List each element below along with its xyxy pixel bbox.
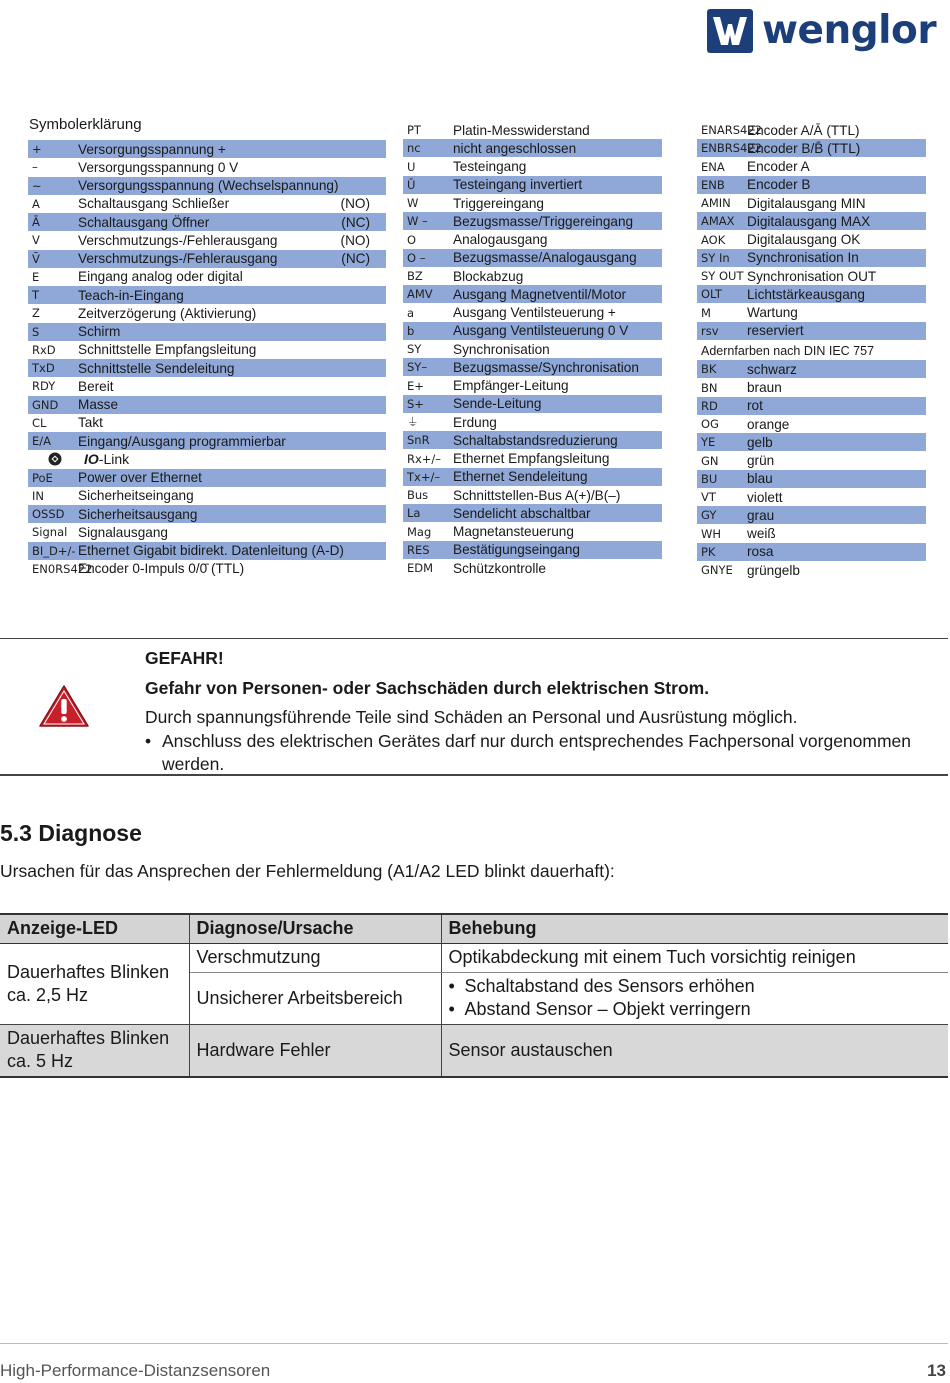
io-link-icon — [28, 452, 78, 466]
symbol-code: ~ — [32, 178, 42, 193]
symbol-row — [403, 395, 662, 413]
symbol-description: Platin-Messwiderstand — [453, 122, 590, 138]
symbol-row — [697, 212, 926, 230]
symbol-row — [28, 177, 386, 195]
symbol-code: E+ — [407, 378, 424, 393]
symbol-description: blau — [747, 471, 773, 487]
symbol-row — [28, 396, 386, 414]
symbol-row — [28, 231, 386, 249]
symbol-code: RDY — [32, 379, 56, 394]
symbol-description: Eingang analog oder digital — [78, 269, 243, 285]
brand-name: wenglor — [762, 8, 937, 53]
symbol-row — [697, 506, 926, 524]
symbol-description: Analogausgang — [453, 232, 548, 248]
symbol-code: La — [407, 506, 421, 521]
symbol-code: BN — [701, 380, 718, 395]
symbol-description: Synchronisation — [453, 341, 550, 357]
symbol-code: M — [701, 305, 711, 320]
symbol-row — [697, 543, 926, 561]
symbol-row — [28, 432, 386, 450]
symbol-description: rosa — [747, 544, 774, 560]
symbol-description: Power over Ethernet — [78, 470, 202, 486]
danger-text: Durch spannungsführende Teile sind Schäden an Personal und Ausrüstung möglich. — [145, 707, 798, 727]
symbol-code: Ū — [407, 177, 416, 192]
symbol-row — [28, 195, 386, 213]
table-row — [0, 943, 948, 972]
symbol-description: Zeitverzögerung (Aktivierung) — [78, 305, 257, 321]
symbol-row — [697, 267, 926, 285]
symbol-code: V — [32, 233, 40, 248]
header-fix: Behebung — [448, 918, 537, 939]
symbol-description: Ethernet Empfangsleitung — [453, 451, 610, 467]
cause-cell: Unsicherer Arbeitsbereich — [189, 972, 441, 1024]
symbol-code: AOK — [701, 232, 726, 247]
symbol-description: Testeingang invertiert — [453, 177, 583, 193]
symbol-description: Bezugsmasse/Triggereingang — [453, 213, 634, 229]
symbol-row — [403, 413, 662, 431]
symbol-row — [697, 176, 926, 194]
symbol-row — [697, 397, 926, 415]
symbol-row — [403, 285, 662, 303]
symbol-code: SnR — [407, 433, 430, 448]
symbol-row — [28, 542, 386, 560]
symbol-row — [28, 487, 386, 505]
symbol-code: SY– — [407, 360, 428, 375]
symbol-row — [697, 470, 926, 488]
symbol-row — [28, 450, 386, 468]
symbol-description: Wartung — [747, 305, 798, 321]
symbol-row — [697, 249, 926, 267]
symbol-code: Bus — [407, 488, 429, 503]
symbol-row — [697, 285, 926, 303]
danger-subtitle: Gefahr von Personen- oder Sachschäden durch elektrischen Strom. — [145, 677, 710, 698]
symbol-code: WH — [701, 526, 722, 541]
symbol-row — [697, 379, 926, 397]
contact-type: (NO) — [340, 232, 370, 248]
symbol-code: CL — [32, 415, 47, 430]
symbol-row — [28, 469, 386, 487]
symbol-description: Encoder B/B̄ (TTL) — [747, 140, 861, 156]
symbol-description: Blockabzug — [453, 268, 524, 284]
symbol-row — [28, 414, 386, 432]
symbol-code: BI_D+/- — [32, 543, 76, 558]
symbol-row — [403, 468, 662, 486]
symbol-description: Synchronisation OUT — [747, 268, 877, 284]
symbol-row — [697, 561, 926, 579]
symbol-row — [697, 433, 926, 451]
danger-bullet: • Anschluss des elektrischen Gerätes darf nur durch entsprechendes Fachpersonal vorgenommen werden. — [145, 730, 935, 777]
symbol-row — [403, 340, 662, 358]
symbol-code: EDM — [407, 561, 434, 576]
symbol-code: W – — [407, 214, 428, 229]
symbol-row — [403, 194, 662, 212]
symbol-code: Ā — [32, 215, 40, 230]
symbol-code: RD — [701, 398, 718, 413]
io-link-rest: -Link — [98, 451, 130, 468]
symbol-code: Rx+/– — [407, 451, 442, 466]
symbol-row — [403, 486, 662, 504]
symbol-code: AMIN — [701, 196, 731, 211]
symbol-code: Mag — [407, 524, 432, 539]
symbol-description: Synchronisation In — [747, 250, 859, 266]
contact-type: (NO) — [340, 196, 370, 212]
symbol-code: SY In — [701, 250, 730, 265]
led-cell: Dauerhaftes Blinken ca. 2,5 Hz — [0, 943, 189, 1024]
symbol-row — [697, 121, 926, 139]
symbol-row — [403, 231, 662, 249]
symbol-description: Lichtstärkeausgang — [747, 286, 865, 302]
symbol-code: SY OUT — [701, 269, 744, 284]
symbol-code: AMV — [407, 287, 433, 302]
symbol-code: OLT — [701, 287, 722, 302]
symbol-description: gelb — [747, 434, 773, 450]
symbol-description: Bestätigungseingang — [453, 542, 580, 558]
symbol-row — [697, 158, 926, 176]
symbol-row — [697, 488, 926, 506]
symbol-row — [697, 231, 926, 249]
symbol-description: Schaltabstandsreduzierung — [453, 432, 618, 448]
symbol-row — [697, 452, 926, 470]
contact-type: (NC) — [341, 251, 370, 267]
symbol-row — [28, 323, 386, 341]
symbol-description: Empfänger-Leitung — [453, 378, 569, 394]
symbol-code: OG — [701, 417, 719, 432]
symbol-row — [403, 431, 662, 449]
symbol-description: Encoder A/Ā (TTL) — [747, 122, 860, 138]
symbol-code: PT — [407, 123, 421, 138]
symbol-description: Versorgungsspannung (Wechselspannung) — [78, 178, 339, 194]
symbol-description: Digitalausgang MIN — [747, 195, 866, 211]
symbol-row — [403, 559, 662, 577]
symbol-row — [28, 140, 386, 158]
symbol-row — [697, 415, 926, 433]
symbol-code: BU — [701, 471, 718, 486]
footer-title: High-Performance-Distanzsensoren — [0, 1361, 271, 1380]
symbol-row — [403, 176, 662, 194]
symbol-row — [28, 213, 386, 231]
symbol-description: Schaltausgang Schließer — [78, 196, 230, 212]
symbol-code: SY — [407, 342, 422, 357]
header-cause: Diagnose/Ursache — [189, 914, 441, 943]
symbol-row — [403, 358, 662, 376]
table-row — [0, 1024, 948, 1077]
symbol-code: U — [407, 159, 416, 174]
fix-bullet: Schaltabstand des Sensors erhöhen — [464, 976, 755, 996]
symbol-code: BK — [701, 362, 717, 377]
symbol-code: Tx+/– — [407, 469, 441, 484]
symbol-row — [697, 525, 926, 543]
symbol-description: Ausgang Magnetventil/Motor — [453, 286, 627, 302]
symbol-code: – — [32, 160, 38, 175]
symbol-row — [697, 322, 926, 340]
symbol-code: ⏚ — [407, 415, 419, 430]
symbol-description: Schnittstellen-Bus A(+)/B(–) — [453, 487, 621, 503]
symbol-description: Versorgungsspannung + — [78, 141, 226, 157]
symbol-description: Signalausgang — [78, 524, 168, 540]
symbol-description: Ethernet Gigabit bidirekt. Datenleitung (A-D) — [78, 543, 344, 559]
symbol-description: Encoder B — [747, 177, 811, 193]
symbol-row — [403, 523, 662, 541]
table-header-row — [0, 914, 948, 943]
symbol-code: PoE — [32, 470, 53, 485]
symbol-row — [28, 286, 386, 304]
symbol-row — [403, 121, 662, 139]
symbol-description: Digitalausgang MAX — [747, 213, 871, 229]
symbol-row — [28, 359, 386, 377]
symbol-code: + — [32, 142, 42, 157]
symbol-row — [403, 377, 662, 395]
symbol-code: O – — [407, 250, 426, 265]
symbol-description: Sicherheitsausgang — [78, 506, 198, 522]
danger-notice — [0, 638, 948, 776]
symbol-description: grüngelb — [747, 562, 800, 578]
section-title: 5.3 Diagnose — [0, 820, 142, 846]
symbol-code: b — [407, 323, 415, 338]
symbol-row — [403, 158, 662, 176]
symbol-code: GN — [701, 453, 719, 468]
symbol-row — [28, 377, 386, 395]
symbol-code: YE — [701, 435, 716, 450]
fix-bullet: Abstand Sensor – Objekt verringern — [464, 999, 751, 1019]
symbol-code: GY — [701, 508, 717, 523]
diagnose-table — [0, 913, 948, 1078]
symbol-code: A — [32, 196, 40, 211]
symbol-code: ENBRS422 — [701, 141, 762, 156]
symbol-description: Versorgungsspannung 0 V — [78, 159, 239, 175]
symbol-description: Verschmutzungs-/Fehlerausgang — [78, 251, 278, 267]
symbol-description: Erdung — [453, 414, 497, 430]
symbol-row — [28, 523, 386, 541]
wire-colors-heading: Adernfarben nach DIN IEC 757 — [701, 344, 875, 359]
symbol-code: GND — [32, 397, 59, 412]
symbol-row — [28, 304, 386, 322]
symbol-row — [697, 139, 926, 157]
symbol-description: Sende-Leitung — [453, 396, 542, 412]
symbol-row — [403, 139, 662, 157]
led-cell: Dauerhaftes Blinken ca. 5 Hz — [0, 1024, 189, 1077]
symbol-description: Schnittstelle Empfangsleitung — [78, 342, 257, 358]
symbol-description: grau — [747, 507, 775, 523]
symbol-description: Sicherheitseingang — [78, 488, 194, 504]
symbol-description: Teach-in-Eingang — [78, 287, 184, 303]
symbol-code: O — [407, 232, 417, 247]
symbol-code: VT — [701, 490, 716, 505]
contact-type: (NC) — [341, 214, 370, 230]
symbol-code: nc — [407, 141, 421, 156]
symbol-description: Takt — [78, 415, 103, 431]
symbol-code: ENB — [701, 177, 725, 192]
symbol-row — [403, 450, 662, 468]
symbol-code: RES — [407, 542, 430, 557]
io-link-label — [78, 451, 386, 467]
symbol-code: V̄ — [32, 251, 40, 266]
symbol-code: S+ — [407, 396, 424, 411]
symbol-description: Bezugsmasse/Synchronisation — [453, 359, 639, 375]
cause-cell: Hardware Fehler — [189, 1024, 441, 1077]
symbol-code: E — [32, 269, 40, 284]
symbol-code: rsv — [701, 323, 719, 338]
symbol-code: ENA — [701, 159, 725, 174]
section-intro: Ursachen für das Ansprechen der Fehlermeldung (A1/A2 LED blinkt dauerhaft): — [0, 861, 615, 881]
symbol-code: S — [32, 324, 40, 339]
symbol-row — [403, 267, 662, 285]
symbol-description: Bereit — [78, 378, 114, 394]
fix-cell: • Schaltabstand des Sensors erhöhen • Abstand Sensor – Objekt verringern — [441, 972, 948, 1024]
cause-cell: Verschmutzung — [189, 943, 441, 972]
symbol-code: GNYE — [701, 563, 733, 578]
symbol-description: Ausgang Ventilsteuerung + — [453, 305, 616, 321]
symbol-code: a — [407, 305, 415, 320]
symbol-row — [28, 158, 386, 176]
symbol-code: OSSD — [32, 507, 65, 522]
symbol-row — [28, 560, 386, 578]
symbol-description: Encoder 0-Impuls 0/0̄ (TTL) — [78, 561, 245, 577]
symbol-row — [403, 249, 662, 267]
wenglor-logo-icon — [706, 8, 754, 54]
fix-cell: Sensor austauschen — [441, 1024, 948, 1077]
symbol-description: Masse — [78, 397, 119, 413]
symbol-code: ENARS422 — [701, 123, 762, 138]
symbol-code: Signal — [32, 525, 68, 540]
wenglor-logo — [706, 8, 936, 54]
symbol-description: Verschmutzungs-/Fehlerausgang — [78, 232, 278, 248]
symbol-row — [403, 504, 662, 522]
symbol-description: weiß — [747, 526, 776, 542]
symbol-code: W — [407, 196, 419, 211]
symbol-description: Schirm — [78, 324, 121, 340]
symbol-row — [403, 322, 662, 340]
symbol-description: Encoder A — [747, 159, 810, 175]
danger-title: GEFAHR! — [145, 648, 224, 668]
symbol-description: grün — [747, 453, 775, 469]
symbol-row — [28, 268, 386, 286]
symbol-code: TxD — [32, 361, 55, 376]
symbol-description: orange — [747, 416, 790, 432]
symbol-description: Digitalausgang OK — [747, 232, 861, 248]
footer-divider — [0, 1343, 948, 1344]
symbol-description: Schaltausgang Öffner — [78, 214, 210, 230]
symbol-description: Triggereingang — [453, 195, 544, 211]
symbol-row — [28, 341, 386, 359]
symbol-description: Testeingang — [453, 159, 527, 175]
symbol-description: schwarz — [747, 361, 797, 377]
symbol-description: nicht angeschlossen — [453, 140, 577, 156]
symbol-description: Eingang/Ausgang programmierbar — [78, 433, 286, 449]
symbol-description: Schützkontrolle — [453, 560, 546, 576]
symbol-row — [697, 360, 926, 378]
symbol-row — [403, 212, 662, 230]
symbol-description: Magnetansteuerung — [453, 524, 574, 540]
symbol-description: Ethernet Sendeleitung — [453, 469, 588, 485]
symbol-description: Sendelicht abschaltbar — [453, 505, 591, 521]
symbol-code: IN — [32, 488, 44, 503]
symbol-row — [697, 194, 926, 212]
symbol-description: Schnittstelle Sendeleitung — [78, 360, 235, 376]
page-number: 13 — [927, 1361, 946, 1380]
warning-triangle-icon — [38, 684, 90, 728]
symbol-description: rot — [747, 398, 763, 414]
symbol-description: braun — [747, 380, 782, 396]
symbol-legend-title: Symbolerklärung — [29, 116, 142, 133]
symbol-code: T — [32, 288, 40, 303]
symbol-code: RxD — [32, 342, 56, 357]
symbol-row — [28, 250, 386, 268]
symbol-row — [28, 505, 386, 523]
danger-bullet-text: Anschluss des elektrischen Gerätes darf nur durch entsprechendes Fachpersonal vorgenommen werden. — [162, 730, 912, 774]
symbol-row — [697, 304, 926, 322]
symbol-code: PK — [701, 544, 716, 559]
symbol-code: BZ — [407, 269, 423, 284]
symbol-code: E/A — [32, 434, 52, 449]
symbol-description: reserviert — [747, 323, 804, 339]
fix-cell: Optikabdeckung mit einem Tuch vorsichtig reinigen — [441, 943, 948, 972]
io-link-bold: IO — [84, 451, 99, 468]
symbol-description: Ausgang Ventilsteuerung 0 V — [453, 323, 629, 339]
symbol-row — [403, 541, 662, 559]
symbol-row — [403, 304, 662, 322]
symbol-description: Bezugsmasse/Analogausgang — [453, 250, 637, 266]
symbol-code: AMAX — [701, 214, 735, 229]
symbol-description: violett — [747, 489, 783, 505]
symbol-code: EN0RS422 — [32, 561, 93, 576]
header-led: Anzeige-LED — [0, 914, 189, 943]
symbol-code: Z — [32, 306, 40, 321]
